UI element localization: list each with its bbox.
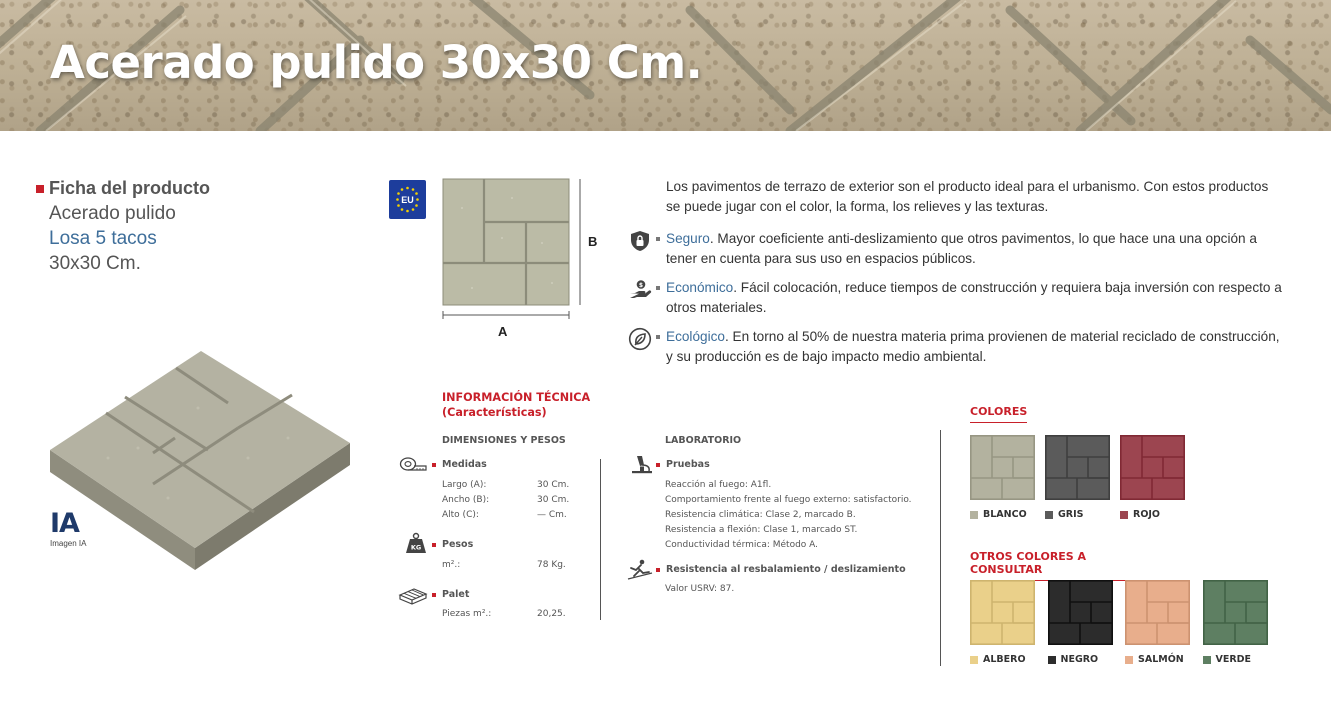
color-swatch [970, 435, 1035, 500]
resbalamiento-results [665, 582, 734, 597]
resbalamiento-label [656, 564, 906, 575]
pruebas-line: Conductividad térmica: Método A. [665, 540, 819, 550]
product-name: Acerado pulido [49, 203, 176, 224]
feature-name: Ecológico [666, 329, 725, 344]
feature-bullet [656, 237, 660, 241]
color-chip [970, 511, 978, 519]
technical-info-title-line2: (Características) [442, 406, 547, 419]
product-sheet [36, 178, 210, 276]
pruebas-results [665, 478, 912, 553]
other-color-name: NEGRO [1060, 654, 1099, 665]
feature-text [666, 278, 1286, 317]
dimension-a-label: A [498, 324, 508, 339]
pesos-row [442, 558, 566, 573]
red-bullet [36, 185, 44, 193]
medidas-value: — Cm. [537, 510, 567, 520]
other-color-label [970, 654, 1026, 665]
pallet-icon [398, 586, 428, 606]
feature-name: Seguro [666, 231, 710, 246]
feature-detail: . En torno al 50% de nuestra materia prima provienen de material reciclado de construcción, y su producción es de bajo impacto medio ambiental. [666, 329, 1280, 364]
pesos-label-text: Pesos [442, 539, 474, 550]
color-swatch [1045, 435, 1110, 500]
column-divider [600, 459, 601, 620]
feature-bullet [656, 335, 660, 339]
other-color-label [1048, 654, 1099, 665]
color-name: ROJO [1133, 509, 1161, 520]
palet-key: Piezas m².: [442, 609, 492, 619]
color-chip [1125, 656, 1133, 664]
color-name: GRIS [1058, 509, 1084, 520]
palet-values [442, 607, 566, 622]
color-chip [1045, 511, 1053, 519]
colors-heading-text: COLORES [970, 405, 1028, 418]
colors-heading [970, 405, 1027, 423]
medidas-key: Alto (C): [442, 510, 479, 520]
pruebas-line: Comportamiento frente al fuego externo: satisfactorio. [665, 495, 912, 505]
color-name: BLANCO [983, 509, 1027, 520]
feature-text [666, 229, 1286, 268]
other-color-name: ALBERO [983, 654, 1026, 665]
resbalamiento-line: Valor USRV: 87. [665, 584, 735, 594]
other-colors-heading-text: OTROS COLORES A CONSULTAR [970, 550, 1087, 576]
other-color-swatch [1203, 580, 1268, 645]
color-chip [1203, 656, 1211, 664]
leaf-icon [628, 327, 652, 351]
medidas-key: Largo (A): [442, 480, 487, 490]
ai-image-badge [50, 510, 86, 548]
red-bullet [432, 463, 436, 467]
other-color-swatch [1125, 580, 1190, 645]
feature-text [666, 327, 1286, 366]
other-color-label [1125, 654, 1184, 665]
medidas-row [442, 493, 569, 508]
product-sheet-heading [36, 178, 210, 199]
palet-label [432, 589, 469, 600]
svg-text:KG: KG [410, 543, 422, 552]
medidas-key: Ancho (B): [442, 495, 490, 505]
product-description: Los pavimentos de terrazo de exterior son el producto ideal para el urbanismo. Con estos productos se puede jugar con el color, la forma, los relieves y las texturas. [666, 179, 1269, 214]
product-sheet-heading-text: Ficha del producto [49, 178, 211, 198]
pruebas-label-text: Pruebas [666, 459, 710, 470]
technical-info-title-line1: INFORMACIÓN TÉCNICA [442, 391, 591, 404]
feature-detail: . Fácil colocación, reduce tiempos de construcción y requiera baja inversión con respecto a otros materiales. [666, 280, 1282, 315]
microscope-icon [630, 454, 654, 474]
medidas-values [442, 478, 569, 523]
medidas-label [432, 459, 487, 470]
column-divider [940, 430, 941, 666]
pruebas-line: Reacción al fuego: A1fl. [665, 480, 772, 490]
dimensions-heading: DIMENSIONES Y PESOS [442, 435, 566, 446]
medidas-row [442, 478, 569, 493]
palet-value: 20,25. [537, 609, 566, 619]
tape-measure-icon [399, 456, 427, 472]
color-label [1120, 509, 1160, 520]
red-bullet [656, 463, 660, 467]
pesos-values [442, 558, 566, 573]
paver-tile-image [48, 348, 353, 573]
color-swatch [1120, 435, 1185, 500]
weight-kg-icon [405, 532, 427, 554]
pruebas-label [656, 459, 710, 470]
red-bullet [432, 593, 436, 597]
ai-badge-caption: Imagen IA [50, 539, 87, 548]
other-color-name: SALMÓN [1138, 654, 1184, 665]
dimension-b-label: B [588, 234, 598, 249]
shield-lock-icon [628, 229, 652, 253]
color-chip [1120, 511, 1128, 519]
medidas-label-text: Medidas [442, 459, 487, 470]
product-size: 30x30 Cm. [49, 253, 141, 274]
palet-label-text: Palet [442, 589, 470, 600]
color-chip [1048, 656, 1056, 664]
color-label [1045, 509, 1084, 520]
eu-flag-label: EU [401, 195, 414, 205]
palet-row [442, 607, 566, 622]
page-title: Acerado pulido 30x30 Cm. [50, 36, 703, 89]
other-color-swatch [970, 580, 1035, 645]
pruebas-line: Resistencia climática: Clase 2, marcado B. [665, 510, 856, 520]
pesos-label [432, 539, 473, 550]
medidas-value: 30 Cm. [537, 495, 570, 505]
color-chip [970, 656, 978, 664]
color-label [970, 509, 1027, 520]
header-banner [0, 0, 1331, 131]
tile-dimension-diagram [442, 178, 587, 323]
other-color-name: VERDE [1215, 654, 1252, 665]
heading-underline [970, 422, 1027, 423]
product-model: Losa 5 tacos [49, 228, 157, 249]
red-bullet [432, 543, 436, 547]
svg-text:$: $ [638, 282, 644, 289]
other-colors-heading [970, 550, 1140, 581]
feature-detail: . Mayor coeficiente anti-deslizamiento que otros pavimentos, lo que hace una una opción a tener en cuenta para sus uso en espacios públicos. [666, 231, 1257, 266]
pruebas-line: Resistencia a flexión: Clase 1, marcado ST. [665, 525, 858, 535]
other-color-swatch [1048, 580, 1113, 645]
ai-badge-mark: IA [50, 508, 79, 539]
technical-info-title [442, 390, 590, 420]
other-color-label [1203, 654, 1252, 665]
feature-bullet [656, 286, 660, 290]
laboratory-heading: LABORATORIO [665, 435, 742, 446]
hand-coin-icon [628, 278, 652, 302]
pesos-value: 78 Kg. [537, 560, 566, 570]
pesos-key: m².: [442, 560, 461, 570]
medidas-row [442, 508, 569, 523]
eu-flag-icon [389, 180, 426, 219]
medidas-value: 30 Cm. [537, 480, 570, 490]
feature-name: Económico [666, 280, 734, 295]
slip-person-icon [627, 559, 653, 581]
red-bullet [656, 568, 660, 572]
resbalamiento-label-text: Resistencia al resbalamiento / deslizamiento [666, 564, 906, 575]
